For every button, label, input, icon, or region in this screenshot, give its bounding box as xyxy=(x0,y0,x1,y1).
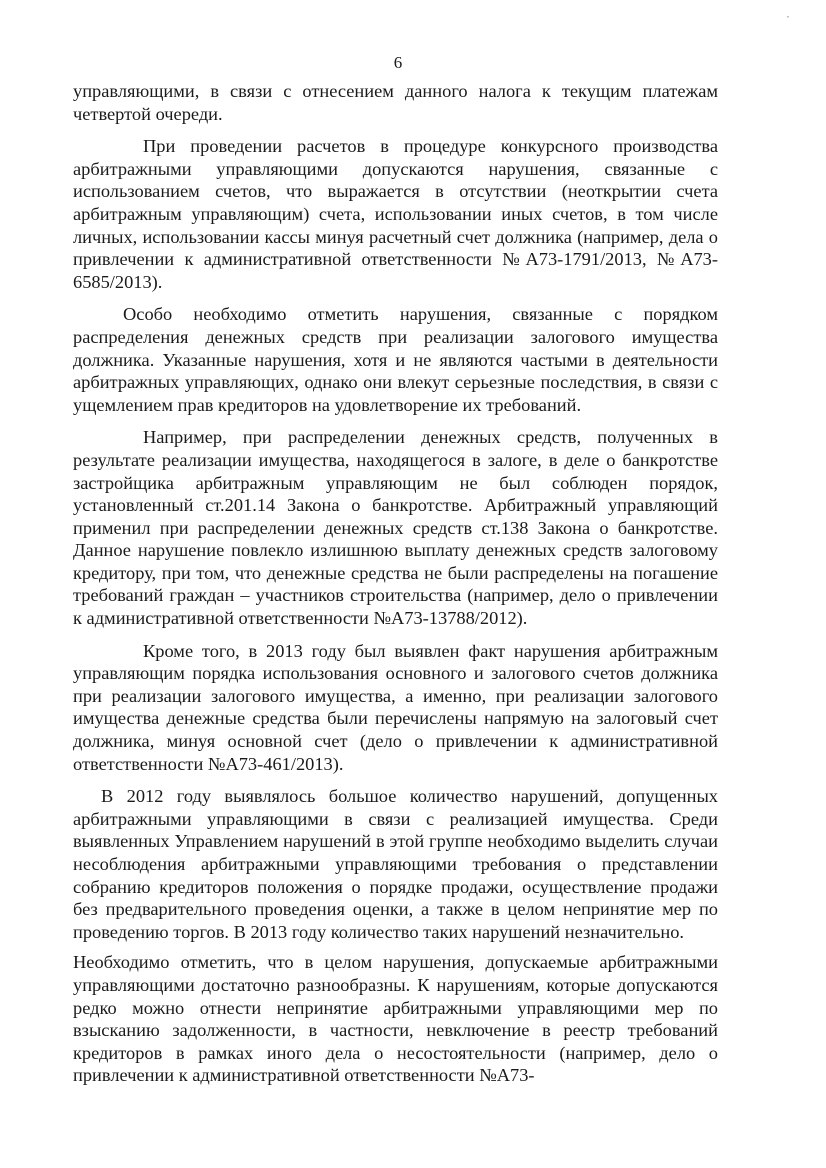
paragraph-diverse-violations: Необходимо отметить, что в целом нарушения, допускаемые арбитражными управляющими достаточно разнообразны. К нарушениям, которые допускаются редко можно отнести непринятие арбитражными управляющими мер по взысканию задолженности, в частности, невключение в реестр требований кредиторов в рамках иного дела о несостоятельности (например, дело о привлечении к административной ответственности №А73- xyxy=(73,952,718,1086)
paragraph-example-developer: Например, при распределении денежных средств, полученных в результате реализации имущества, находящегося в залоге, в деле о банкротстве застройщика арбитражным управляющим не был соблюден порядок, установленный ст.201.14 Закона о банкротстве. Арбитражный управляющий применил при распределении денежных средств ст.138 Закона о банкротстве. Данное нарушение повлекло излишнюю выплату денежных средств залоговому кредитору, при том, что денежные средства не были распределены на погашение требований граждан – участников строительства (например, дело о привлечении к административной ответственности №А73-13788/2012). xyxy=(73,427,718,629)
paragraph-continuation: управляющими, в связи с отнесением данного налога к текущим платежам четвертой очереди. xyxy=(73,81,718,124)
paragraph-account-violations: При проведении расчетов в процедуре конкурсного производства арбитражными управляющими допускаются нарушения, связанные с использованием счетов, что выражается в отсутствии (неоткрытии счета арбитражным управляющим) счета, использовании иных счетов, в том числе личных, использовании кассы минуя расчетный счет должника (например, дела о привлечении к административной ответственности №А73-1791/2013, №А73-6585/2013). xyxy=(73,136,718,292)
paragraph-collateral-distribution: Особо необходимо отметить нарушения, связанные с порядком распределения денежных средств при реализации залогового имущества должника. Указанные нарушения, хотя и не являются частыми в деятельности арбитражных управляющих, однако они влекут серьезные последствия, в связи с ущемлением прав кредиторов на удовлетворение их требований. xyxy=(73,304,718,415)
paragraph-2013-accounts: Кроме того, в 2013 году был выявлен факт нарушения арбитражным управляющим порядка использования основного и залогового счетов должника при реализации залогового имущества, а именно, при реализации залогового имущества денежные средства были перечислены напрямую на залоговый счет должника, минуя основной счет (дело о привлечении к административной ответственности №А73-461/2013). xyxy=(73,640,718,774)
paragraph-2012-sales: В 2012 году выявлялось большое количество нарушений, допущенных арбитражными управляющими в связи с реализацией имущества. Среди выявленных Управлением нарушений в этой группе необходимо выделить случаи несоблюдения арбитражными управляющими требования о представлении собранию кредиторов положения о порядке продажи, осуществление продажи без предварительного проведения оценки, а также в целом непринятие мер по проведению торгов. В 2013 году количество таких нарушений незначительно. xyxy=(73,786,718,942)
page-number: 6 xyxy=(393,53,403,72)
scan-artifact: · xyxy=(786,10,790,24)
document-body xyxy=(73,80,718,1095)
